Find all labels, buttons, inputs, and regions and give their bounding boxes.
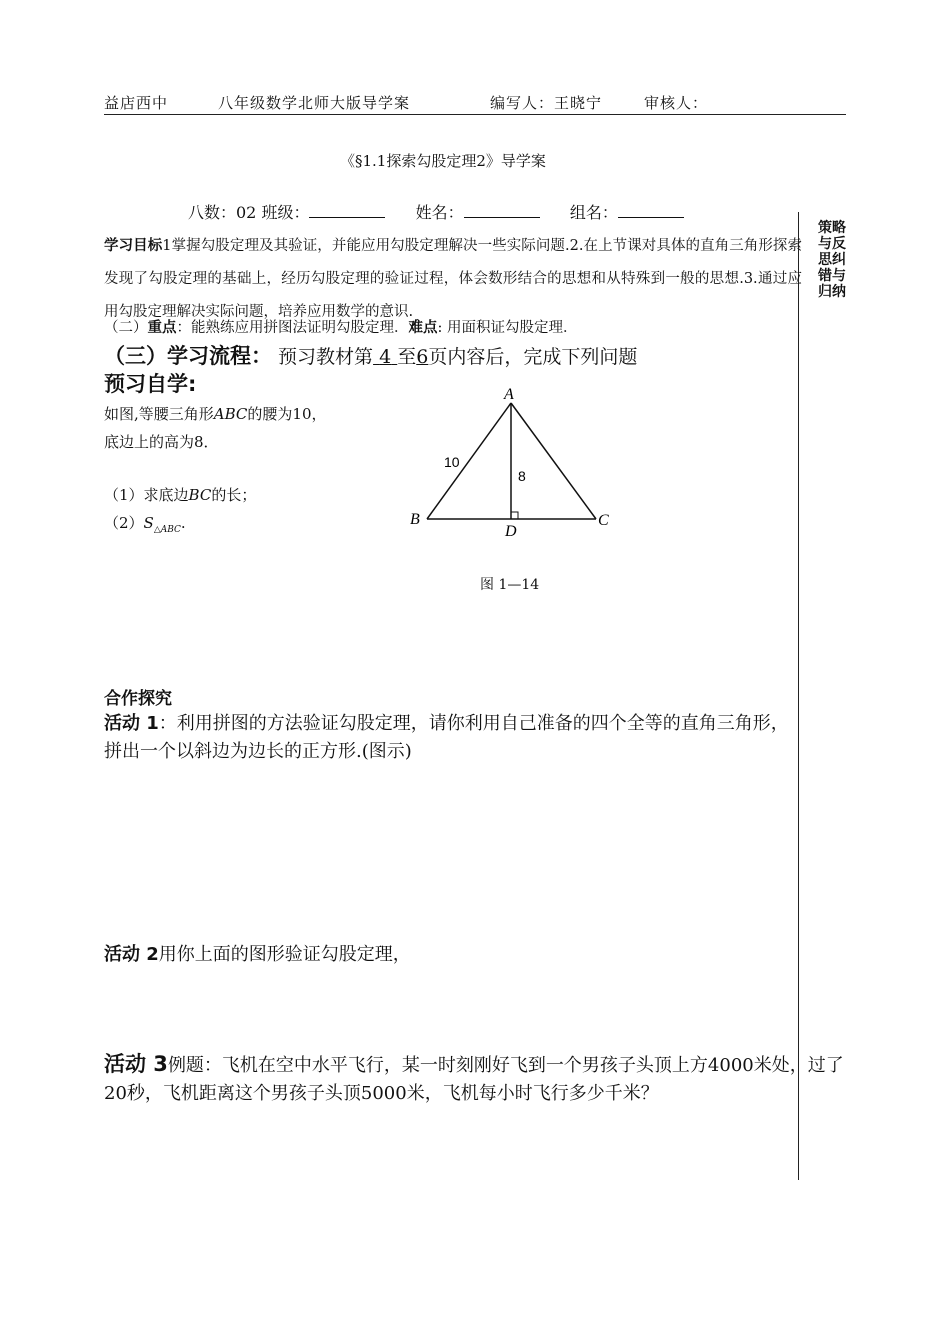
student-info-line [188,200,684,223]
class-label: 班级： [261,203,310,222]
activity-1 [104,710,794,766]
class-blank[interactable] [309,203,385,218]
q2-area-symbol: S [143,514,154,532]
page-header [104,92,846,115]
question-2 [104,512,186,535]
label-b: B [410,511,420,528]
header-author: 编写人：王晓宁 [490,94,603,112]
name-label: 姓名： [415,203,464,222]
objectives-text: 1掌握勾股定理及其验证，并能应用勾股定理解决一些实际问题.2.在上节课对具体的直角三角形探索发现了勾股定理的基础上，经历勾股定理的验证过程，体会数形结合的思想和从特殊到一般的思想.3.通过应用勾股定理解决实际问题，培养应用数学的意识. [104,238,803,320]
activity-2-label: 活动 2 [104,944,159,965]
triangle-name: ABC [213,405,248,423]
side-ab [427,403,511,519]
height-length-label: 8 [518,468,526,484]
page-to: 6 [416,346,429,368]
label-d: D [505,523,517,540]
problem-text-b: 的腰为10， [247,405,327,423]
learning-flow [104,340,637,370]
right-angle-mark [511,512,518,519]
focus-label: 重点 [147,320,177,336]
group-blank[interactable] [618,203,684,218]
q2-subscript: △ABC [153,525,181,535]
side-ac [511,403,596,519]
difficulty-text: : 用面积证勾股定理． [437,320,578,336]
activity-2 [104,940,411,966]
cooperation-heading: 合作探究 [104,689,172,709]
focus-text: ：能熟练应用拼图法证明勾股定理． [176,320,409,336]
activity-1-label: 活动 1 [104,713,159,734]
label-a: A [504,386,514,403]
name-blank[interactable] [464,203,540,218]
group-label: 组名： [569,203,618,222]
keypoints-prefix: （二） [104,320,148,336]
label-c: C [598,512,609,529]
document-title: 《§1.1探索勾股定理2》导学案 [340,152,546,170]
triangle-figure [400,385,640,545]
flow-label: （三）学习流程： [104,344,272,368]
page-from: 4 [379,346,392,368]
preview-heading: 预习自学: [104,372,197,396]
learning-objectives [104,230,802,329]
key-points [104,316,578,337]
flow-text-a: 预习教材第 [278,346,374,368]
figure-caption: 图 1—14 [480,577,540,593]
problem-text-c: 底边上的高为8． [104,433,219,451]
header-reviewer: 审核人： [644,94,709,112]
class-code: 八数：02 [188,203,257,222]
activity-3-label: 活动 3 [104,1052,168,1076]
header-school: 益店西中 [104,94,169,112]
activity-1-text: ：利用拼图的方法验证勾股定理，请你利用自己准备的四个全等的直角三角形，拼出一个以斜边为边长的正方形.(图示) [104,713,789,762]
activity-3 [104,1050,864,1108]
q2-text-b: . [180,514,186,532]
flow-text-c: 页内容后，完成下列问题 [428,346,638,368]
activity-2-text: 用你上面的图形验证勾股定理， [158,944,411,965]
flow-text-b: 至 [397,346,417,368]
problem-text-a: 如图,等腰三角形 [104,405,214,423]
q1-segment: BC [188,486,212,504]
side-length-label: 10 [444,454,460,470]
sidebar-label: 策略与反思纠错与归纳 [818,220,846,300]
q1-text-b: 的长； [211,486,257,504]
question-1 [104,484,256,505]
difficulty-label: 难点 [408,320,438,336]
margin-divider [798,212,799,1180]
objectives-label: 学习目标 [104,238,163,254]
header-course: 八年级数学北师大版导学案 [218,94,411,112]
activity-3-text: 例题：飞机在空中水平飞行，某一时刻刚好飞到一个男孩子头顶上方4000米处，过了20秒，飞机距离这个男孩子头顶5000米，飞机每小时飞行多少千米？ [104,1055,844,1104]
q2-text-a: （2） [104,514,144,532]
preview-problem [104,400,404,456]
q1-text-a: （1）求底边 [104,486,189,504]
